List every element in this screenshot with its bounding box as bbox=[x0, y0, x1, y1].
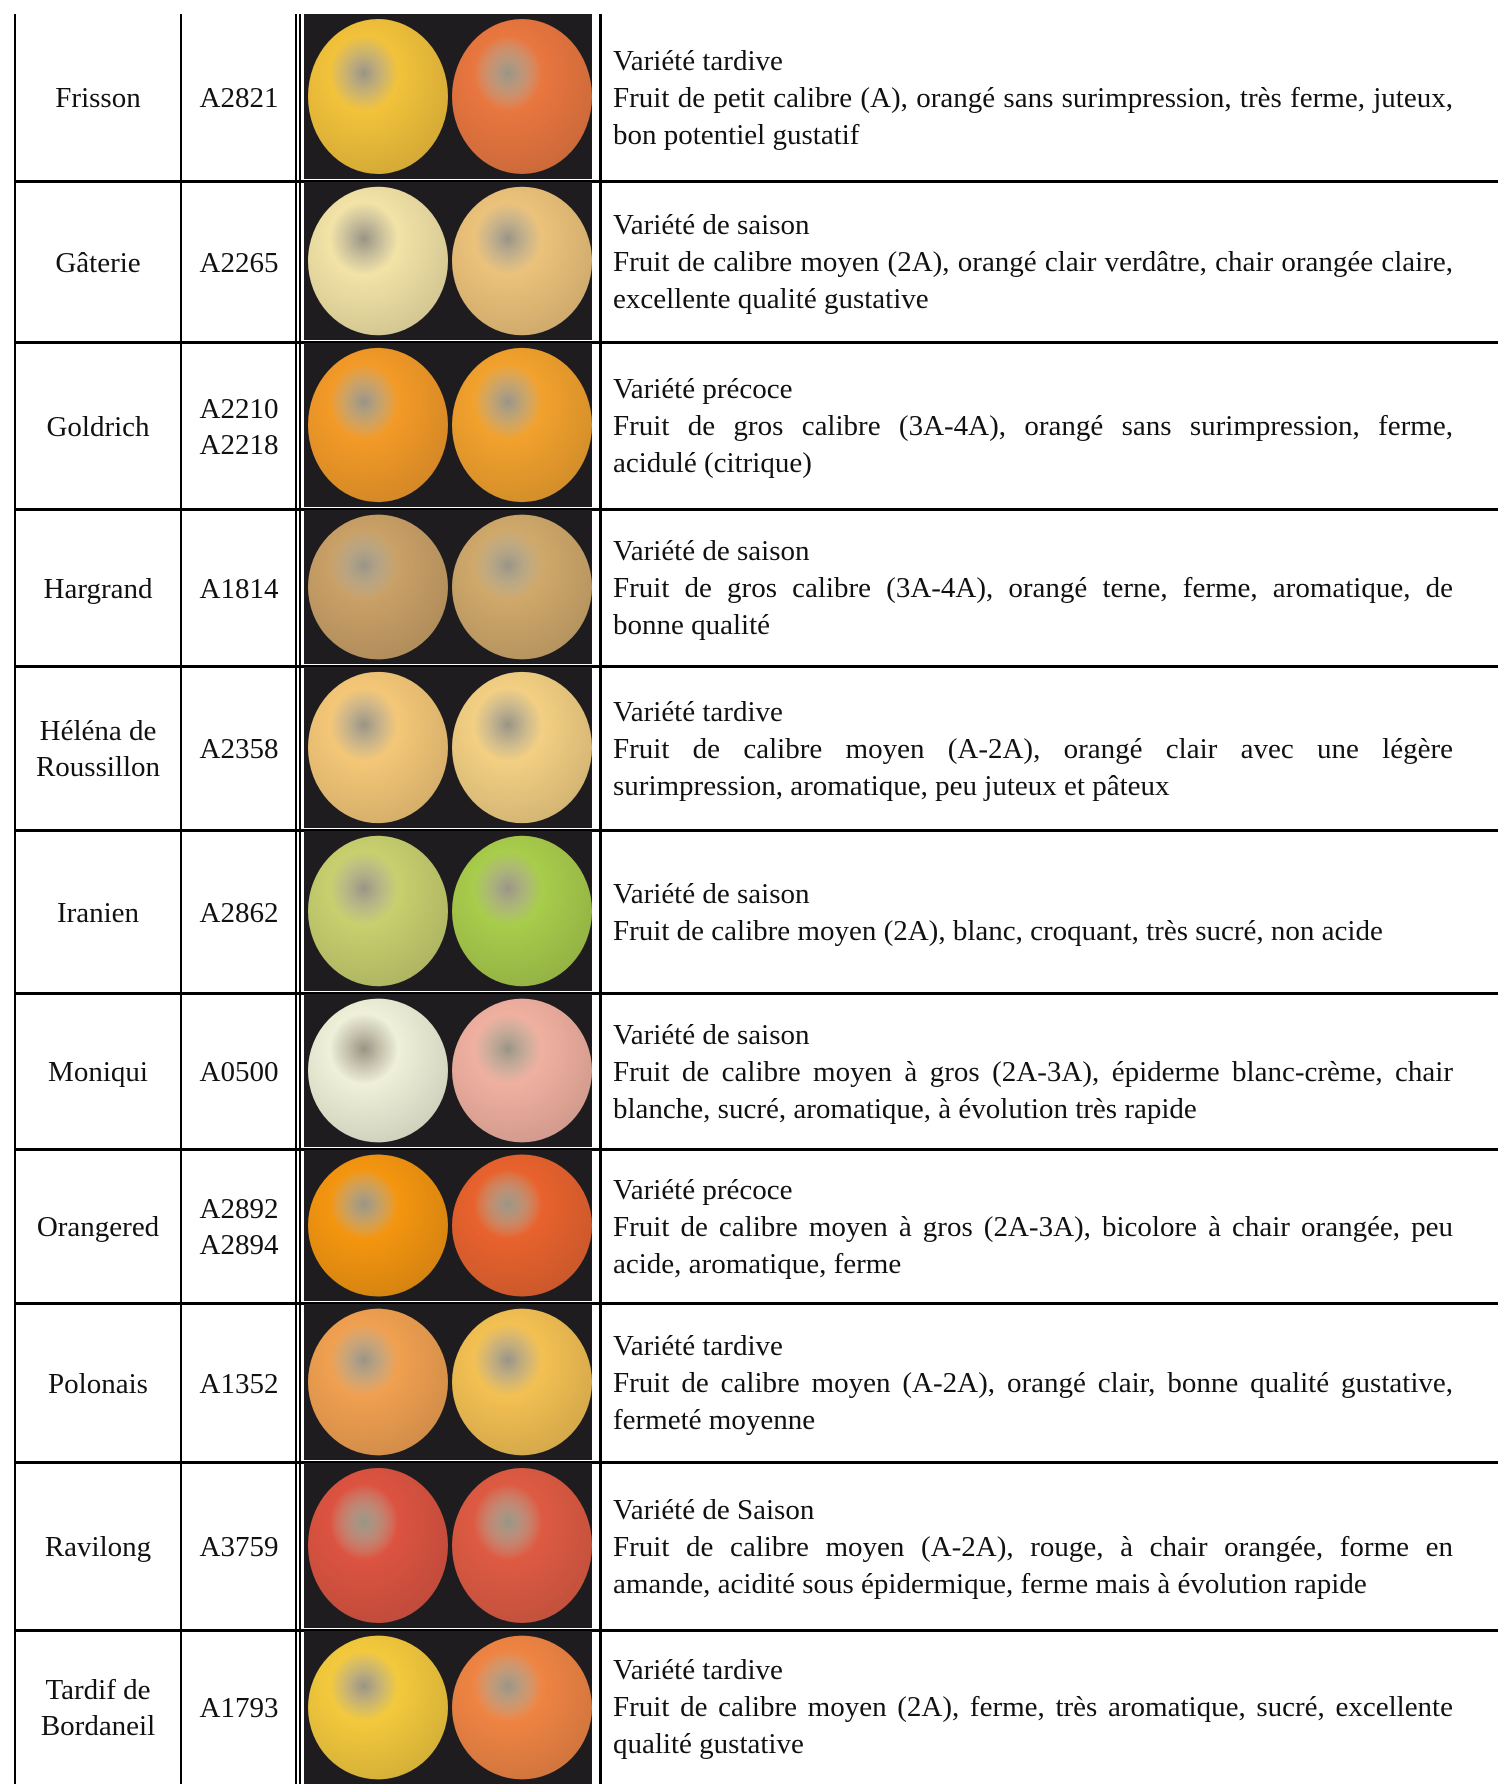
table-row bbox=[0, 1631, 1498, 1784]
table-row bbox=[0, 510, 1498, 667]
fruit-photo bbox=[304, 667, 592, 828]
fruit-image bbox=[308, 515, 448, 660]
season-label: Variété de saison bbox=[613, 1018, 810, 1051]
variety-description: Fruit de gros calibre (3A-4A), orangé sans surimpression, ferme, acidulé (citrique) bbox=[613, 410, 1453, 479]
fruit-photo bbox=[304, 1150, 592, 1301]
season-label: Variété précoce bbox=[613, 1173, 793, 1206]
fruit-image bbox=[308, 672, 448, 823]
season-label: Variété de saison bbox=[613, 535, 810, 567]
fruit-photo bbox=[304, 510, 592, 664]
variety-code: A3759 bbox=[199, 1531, 279, 1563]
variety-description-cell bbox=[613, 1150, 1453, 1304]
variety-code: A2210 A2218 bbox=[199, 392, 279, 461]
variety-description-cell bbox=[613, 343, 1453, 510]
fruit-image bbox=[308, 1468, 448, 1623]
fruit-image bbox=[308, 836, 448, 986]
season-label: Variété tardive bbox=[613, 44, 783, 77]
variety-description: Fruit de calibre moyen (A-2A), orangé clair avec une légère surimpression, aromatique, peu juteux et pâteux bbox=[613, 732, 1453, 802]
variety-name: Iranien bbox=[56, 896, 140, 929]
season-label: Variété de saison bbox=[613, 209, 810, 241]
fruit-image bbox=[452, 672, 592, 823]
variety-description: Fruit de calibre moyen (2A), blanc, croquant, très sucré, non acide bbox=[613, 914, 1383, 947]
fruit-image bbox=[308, 348, 448, 502]
variety-description-cell bbox=[613, 1631, 1453, 1784]
fruit-photo bbox=[304, 831, 592, 991]
variety-description-cell bbox=[613, 831, 1453, 994]
variety-code: A2862 bbox=[199, 896, 279, 929]
fruit-photo bbox=[304, 1631, 592, 1784]
variety-description: Fruit de calibre moyen à gros (2A-3A), épiderme blanc-crème, chair blanche, sucré, aromatique, à évolution très rapide bbox=[613, 1055, 1453, 1125]
variety-name: Moniqui bbox=[48, 1056, 148, 1088]
fruit-image bbox=[452, 836, 592, 986]
fruit-image bbox=[452, 1636, 592, 1780]
table-row bbox=[0, 182, 1498, 343]
fruit-image bbox=[308, 19, 448, 174]
fruit-image bbox=[308, 187, 448, 336]
table-row bbox=[0, 1304, 1498, 1463]
fruit-image bbox=[452, 1468, 592, 1623]
variety-description-cell bbox=[613, 510, 1453, 667]
variety-name: Tardif de Bordaneil bbox=[40, 1673, 156, 1742]
variety-description-cell bbox=[613, 14, 1453, 182]
variety-code: A1793 bbox=[199, 1691, 279, 1724]
variety-name: Héléna de Roussillon bbox=[35, 715, 161, 783]
table-row bbox=[0, 1463, 1498, 1631]
fruit-photo bbox=[304, 182, 592, 340]
variety-description: Fruit de calibre moyen (A-2A), rouge, à chair orangée, forme en amande, acidité sous épidermique, ferme mais à évolution rapide bbox=[613, 1530, 1453, 1600]
variety-description-cell bbox=[613, 994, 1453, 1150]
fruit-photo bbox=[304, 994, 592, 1147]
variety-code: A2265 bbox=[199, 246, 279, 279]
fruit-image bbox=[452, 348, 592, 502]
season-label: Variété de saison bbox=[613, 877, 810, 910]
table-row bbox=[0, 831, 1498, 994]
season-label: Variété tardive bbox=[613, 1654, 783, 1686]
season-label: Variété précoce bbox=[613, 373, 793, 405]
fruit-image bbox=[452, 19, 592, 174]
variety-description: Fruit de calibre moyen (A-2A), orangé clair, bonne qualité gustative, fermeté moyenne bbox=[613, 1367, 1453, 1436]
variety-description-cell bbox=[613, 1463, 1453, 1631]
table-row bbox=[0, 14, 1498, 182]
variety-name: Orangered bbox=[36, 1211, 160, 1243]
variety-description: Fruit de gros calibre (3A-4A), orangé terne, ferme, aromatique, de bonne qualité bbox=[613, 572, 1453, 641]
variety-code: A0500 bbox=[199, 1056, 279, 1088]
fruit-image bbox=[308, 999, 448, 1143]
variety-name: Gâterie bbox=[55, 246, 141, 279]
fruit-image bbox=[452, 1309, 592, 1456]
variety-description: Fruit de petit calibre (A), orangé sans surimpression, très ferme, juteux, bon potentiel gustatif bbox=[613, 81, 1453, 151]
variety-name: Goldrich bbox=[46, 410, 150, 443]
variety-code: A2821 bbox=[199, 82, 279, 114]
fruit-image bbox=[452, 1155, 592, 1297]
fruit-image bbox=[308, 1636, 448, 1780]
variety-name: Ravilong bbox=[44, 1531, 152, 1563]
season-label: Variété tardive bbox=[613, 695, 783, 728]
fruit-photo bbox=[304, 1463, 592, 1628]
table-row bbox=[0, 343, 1498, 510]
variety-description-cell bbox=[613, 667, 1453, 831]
variety-name: Hargrand bbox=[43, 572, 153, 605]
variety-description: Fruit de calibre moyen (2A), ferme, très aromatique, sucré, excellente qualité gustative bbox=[613, 1691, 1453, 1760]
fruit-photo bbox=[304, 1304, 592, 1460]
table-row bbox=[0, 667, 1498, 831]
variety-code: A2358 bbox=[199, 733, 279, 765]
variety-code: A1352 bbox=[199, 1367, 279, 1400]
variety-code: A2892 A2894 bbox=[199, 1193, 279, 1261]
variety-code: A1814 bbox=[199, 572, 279, 605]
fruit-image bbox=[308, 1155, 448, 1297]
variety-name: Frisson bbox=[55, 82, 141, 114]
fruit-image bbox=[452, 999, 592, 1143]
variety-description: Fruit de calibre moyen (2A), orangé clair verdâtre, chair orangée claire, excellente qualité gustative bbox=[613, 246, 1453, 315]
fruit-photo bbox=[304, 14, 592, 179]
variety-description-cell bbox=[613, 1304, 1453, 1463]
variety-description-cell bbox=[613, 182, 1453, 343]
season-label: Variété tardive bbox=[613, 1330, 783, 1362]
fruit-photo bbox=[304, 343, 592, 507]
fruit-image bbox=[308, 1309, 448, 1456]
fruit-image bbox=[452, 187, 592, 336]
variety-name: Polonais bbox=[48, 1367, 148, 1400]
fruit-image bbox=[452, 515, 592, 660]
variety-description: Fruit de calibre moyen à gros (2A-3A), bicolore à chair orangée, peu acide, aromatique, ferme bbox=[613, 1210, 1453, 1280]
season-label: Variété de Saison bbox=[613, 1493, 815, 1526]
table-row bbox=[0, 1150, 1498, 1304]
table-row bbox=[0, 994, 1498, 1150]
